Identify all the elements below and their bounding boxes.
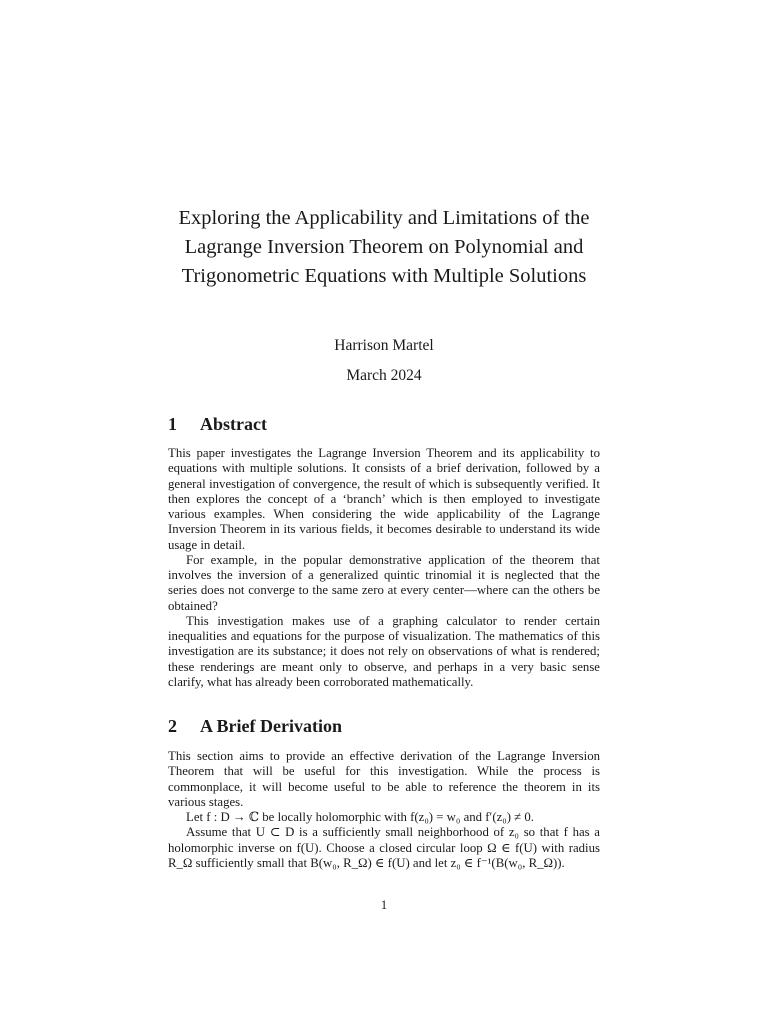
paragraph: For example, in the popular demonstrative application of the theorem that involves the inversion of a generalized quintic trinomial it is neglected that the series does not converge to the same zero at every center—where can the others be obtained? — [168, 552, 600, 613]
section-title: Abstract — [200, 414, 267, 434]
paragraph: This paper investigates the Lagrange Inversion Theorem and its applicability to equations with multiple solutions. It consists of a brief derivation, followed by a general investigation of convergence, the result of which is subsequently verified. It then explores the concept of a ‘branch’ which is then employed to investigate various examples. When considering the wide applicability of the Lagrange Inversion Theorem in its various fields, it becomes desirable to understand its wide usage in detail. — [168, 446, 600, 552]
paper-author: Harrison Martel — [334, 337, 434, 354]
derivation-body — [168, 749, 600, 871]
section-title: A Brief Derivation — [200, 716, 342, 736]
paragraph: This section aims to provide an effective derivation of the Lagrange Inversion Theorem that will be useful for this investigation. While the process is commonplace, it will become useful to be able to reference the theorem in its various stages. — [168, 749, 600, 809]
page-number: 1 — [380, 898, 388, 912]
section-number: 1 — [168, 414, 177, 434]
paragraph: This investigation makes use of a graphing calculator to render certain inequalities and equations for the purpose of visualization. The mathematics of this investigation are its substance; it does not rely on observations of what is rendered; these renderings are meant only to observe, and perhaps in a very basic sense clarify, what has already been corroborated mathematically. — [168, 613, 600, 689]
section-heading-abstract — [168, 414, 267, 435]
paper-title: Exploring the Applicability and Limitations of the Lagrange Inversion Theorem on Polynomial and Trigonometric Equations with Multiple Solutions — [178, 207, 590, 287]
section-number: 2 — [168, 716, 177, 736]
section-heading-derivation — [168, 716, 342, 737]
paper-date: March 2024 — [346, 367, 422, 384]
abstract-body — [168, 446, 600, 690]
paragraph: Let f : D → ℂ be locally holomorphic with f(z₀) = w₀ and f′(z₀) ≠ 0. — [186, 810, 534, 824]
paragraph: Assume that U ⊂ D is a sufficiently small neighborhood of z₀ so that f has a holomorphic inverse on f(U). Choose a closed circular loop Ω ∈ f(U) with radius R_Ω sufficiently small that B(w₀, R_Ω) ∈ f(U) and let z₀ ∈ f⁻¹(B(w₀, R_Ω)). — [168, 825, 600, 870]
